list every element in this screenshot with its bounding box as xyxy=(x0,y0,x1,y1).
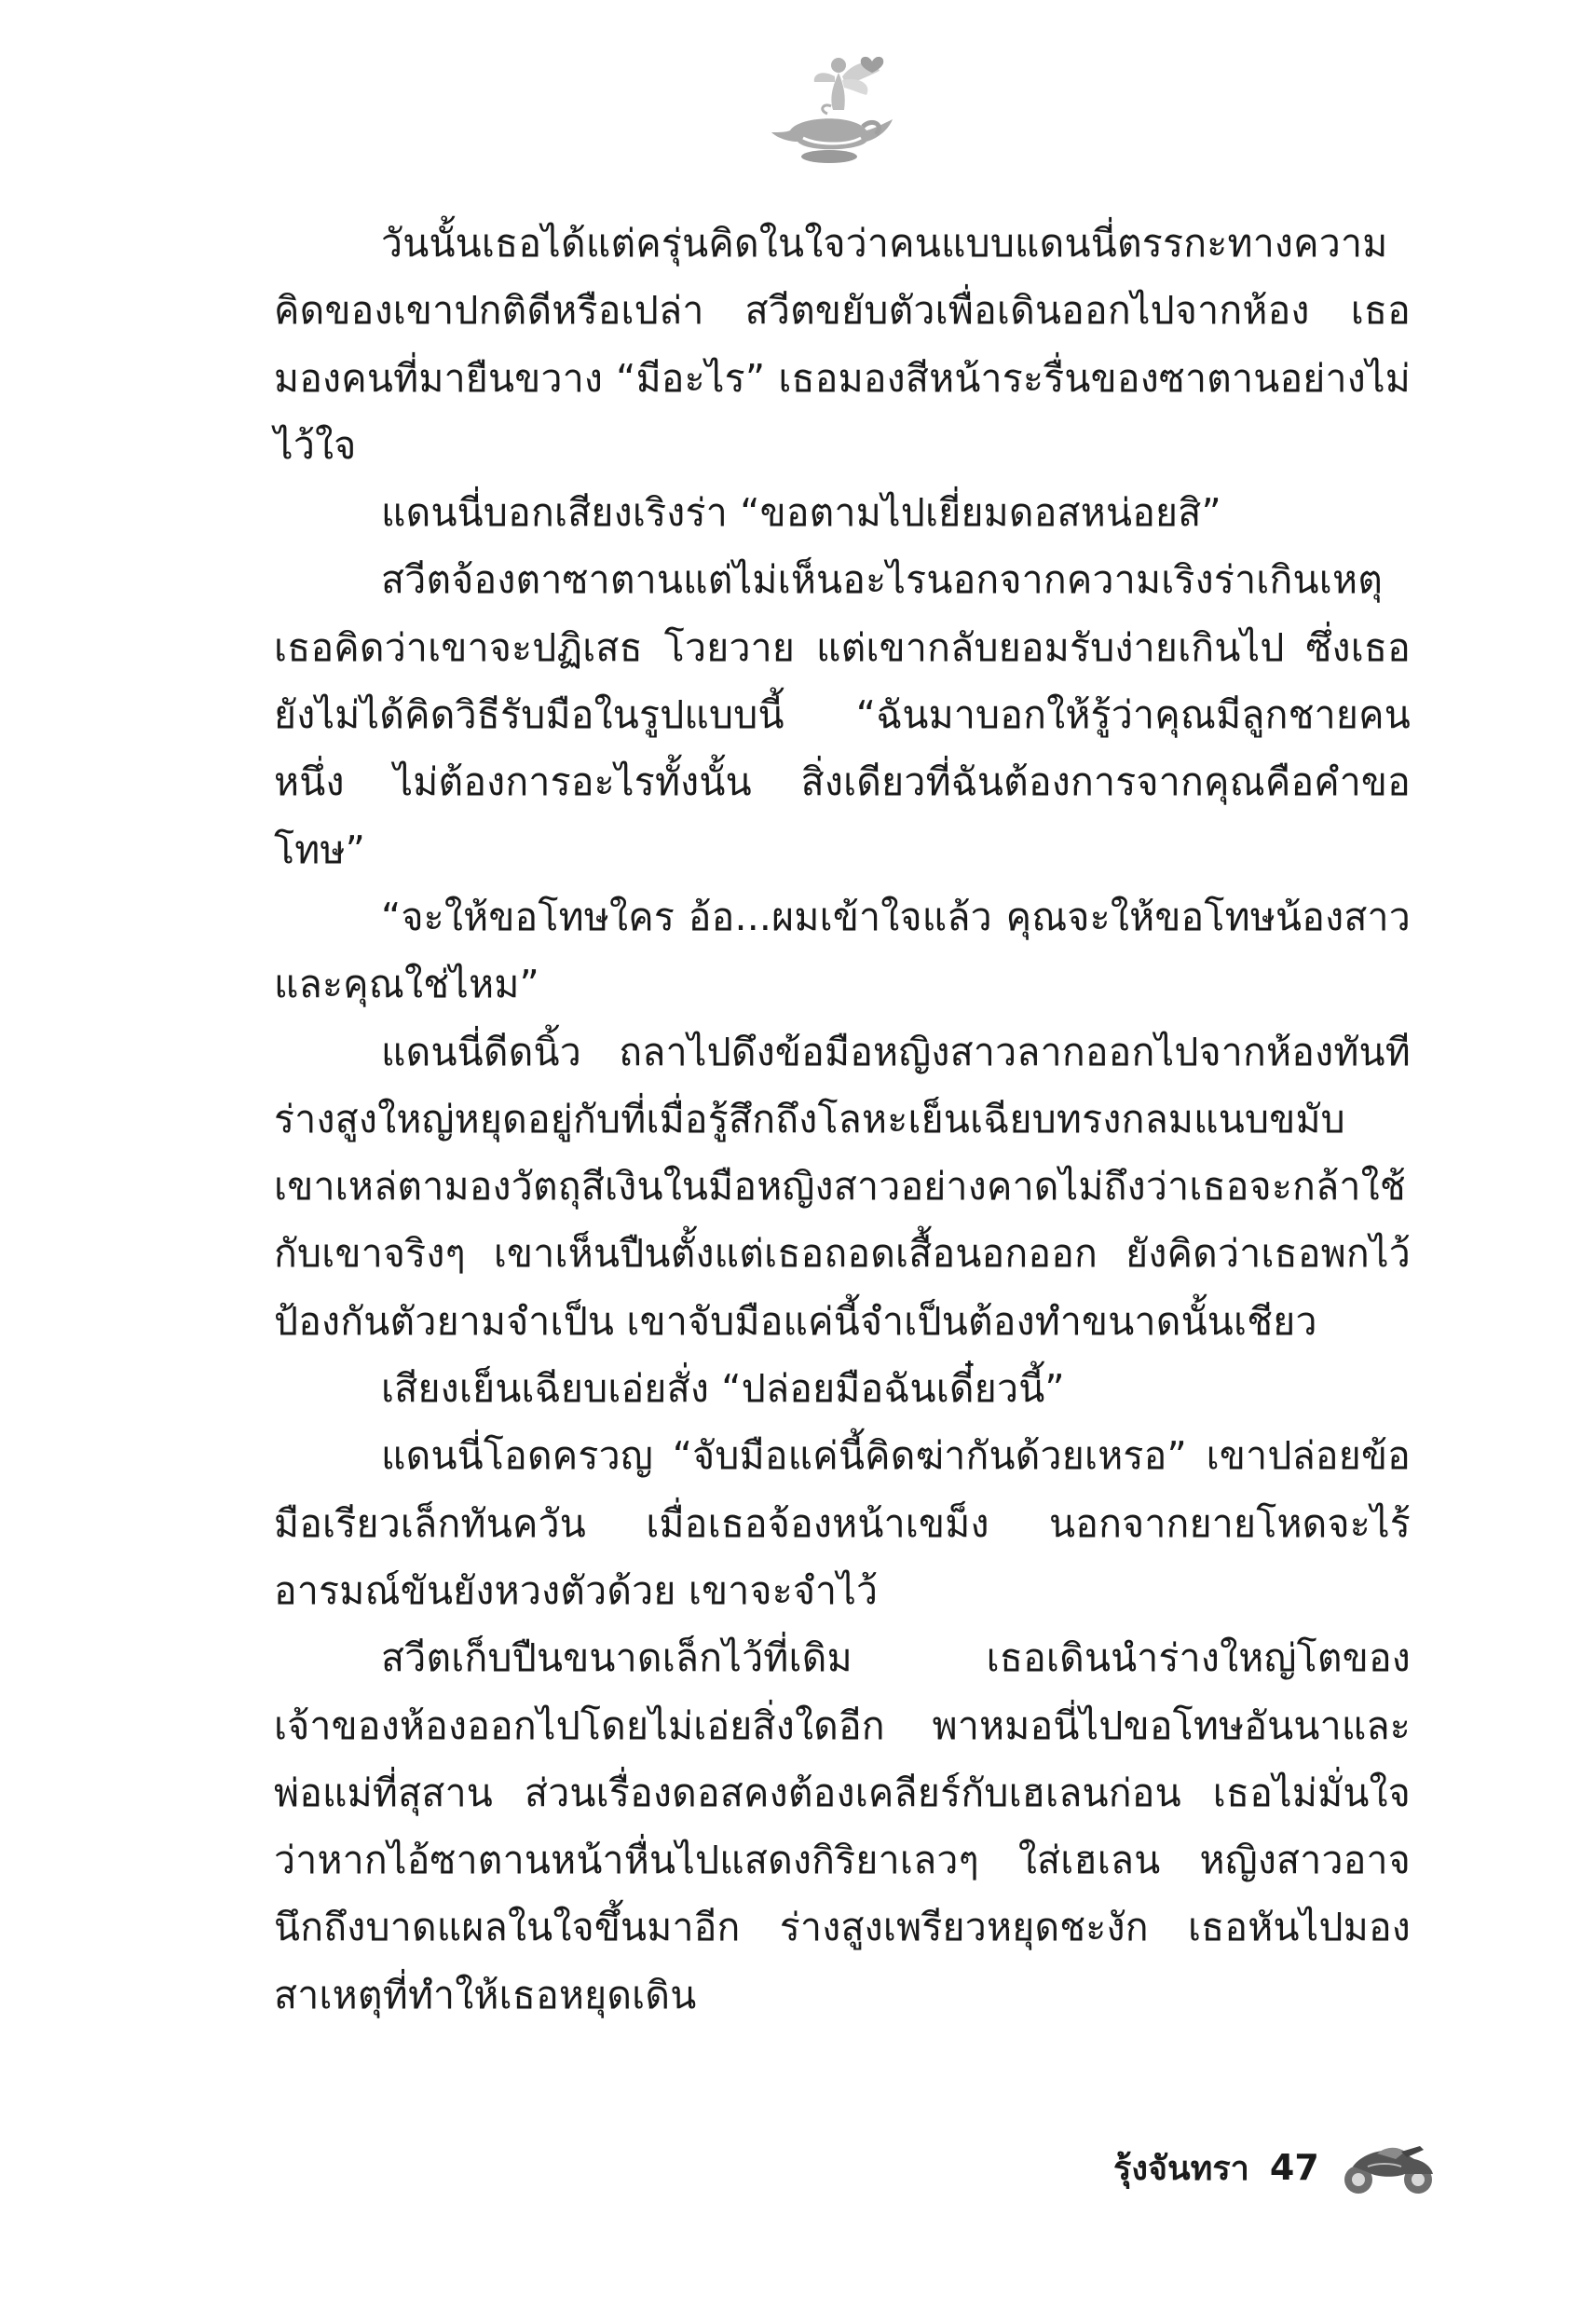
paragraph: สวีตจ้องตาซาตานแต่ไม่เห็นอะไรนอกจากความเริงร่าเกินเหตุ เธอคิดว่าเขาจะปฏิเสธ โวยวาย แต่เขากลับยอมรับง่ายเกินไป ซึ่งเธอยังไม่ได้คิดวิธีรับมือในรูปแบบนี้ “ฉันมาบอกให้รู้ว่าคุณมีลูกชายคนหนึ่ง ไม่ต้องการอะไรทั้งนั้น สิ่งเดียวที่ฉันต้องการจากคุณคือคำขอโทษ” xyxy=(274,557,1411,872)
page-number: 47 xyxy=(1269,2147,1319,2188)
motorcycle-icon xyxy=(1340,2139,1438,2196)
page-footer xyxy=(1113,2140,1438,2195)
paragraph: แดนนี่บอกเสียงเริงร่า “ขอตามไปเยี่ยมดอสหน่อยสิ” xyxy=(381,490,1221,536)
genie-lamp-fairy-icon xyxy=(762,48,902,170)
paragraph: “จะให้ขอโทษใคร อ้อ...ผมเข้าใจแล้ว คุณจะให้ขอโทษน้องสาวและคุณใช่ไหม” xyxy=(274,894,1411,1007)
paragraph: เสียงเย็นเฉียบเอ่ยสั่ง “ปล่อยมือฉันเดี๋ยวนี้” xyxy=(381,1366,1065,1412)
paragraph: วันนั้นเธอได้แต่ครุ่นคิดในใจว่าคนแบบแดนนี่ตรรกะทางความคิดของเขาปกติดีหรือเปล่า สวีตขยับตัวเพื่อเดินออกไปจากห้อง เธอมองคนที่มายืนขวาง “มีอะไร” เธอมองสีหน้าระรื่นของซาตานอย่างไม่ไว้ใจ xyxy=(274,221,1411,468)
paragraph: แดนนี่ดีดนิ้ว ถลาไปดึงข้อมือหญิงสาวลากออกไปจากห้องทันที ร่างสูงใหญ่หยุดอยู่กับที่เมื่อรู้สึกถึงโลหะเย็นเฉียบทรงกลมแนบขมับ เขาเหล่ตามองวัตถุสีเงินในมือหญิงสาวอย่างคาดไม่ถึงว่าเธอจะกล้าใช้กับเขาจริงๆ เขาเห็นปืนตั้งแต่เธอถอดเสื้อนอกออก ยังคิดว่าเธอพกไว้ป้องกันตัวยามจำเป็น เขาจับมือแค่นี้จำเป็นต้องทำขนาดนั้นเชียว xyxy=(274,1029,1411,1344)
body-text xyxy=(274,210,1411,2029)
paragraph: สวีตเก็บปืนขนาดเล็กไว้ที่เดิม เธอเดินนำร่างใหญ่โตของเจ้าของห้องออกไปโดยไม่เอ่ยสิ่งใดอีก พาหมอนี่ไปขอโทษอันนาและพ่อแม่ที่สุสาน ส่วนเรื่องดอสคงต้องเคลียร์กับเฮเลนก่อน เธอไม่มั่นใจว่าหากไอ้ซาตานหน้าหื่นไปแสดงกิริยาเลวๆ ใส่เฮเลน หญิงสาวอาจนึกถึงบาดแผลในใจขึ้นมาอีก ร่างสูงเพรียวหยุดชะงัก เธอหันไปมองสาเหตุที่ทำให้เธอหยุดเดิน xyxy=(274,1635,1411,2017)
book-title: รุ้งจันทรา xyxy=(1113,2149,1249,2188)
paragraph: แดนนี่โอดครวญ “จับมือแค่นี้คิดฆ่ากันด้วยเหรอ” เขาปล่อยข้อมือเรียวเล็กทันควัน เมื่อเธอจ้องหน้าเขม็ง นอกจากยายโหดจะไร้อารมณ์ขันยังหวงตัวด้วย เขาจะจำไว้ xyxy=(274,1433,1411,1613)
